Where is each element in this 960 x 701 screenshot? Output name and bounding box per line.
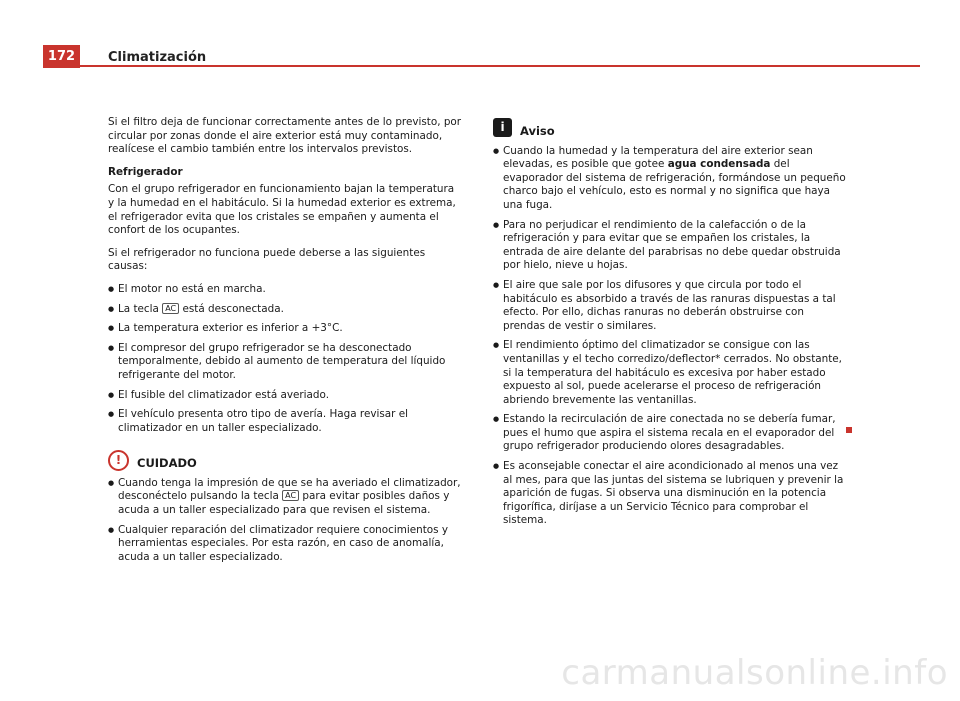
info-icon: i [493,118,512,137]
list-item-text: La tecla [118,302,159,315]
list-item-text: Cuando la humedad y la temperatura del aire exterior sean elevadas, es posible que gotee [503,144,813,171]
header-rule [80,65,920,67]
list-item [493,145,849,213]
list-item-text: del evaporador del sistema de refrigeración, formándose un pequeño charco bajo el vehículo, esto es normal y no significa que haya una fuga. [503,158,846,211]
list-item-text: Cuando tenga la impresión de que se ha averiado el climatizador, desconéctelo pulsando la tecla [118,476,461,503]
list-item: ● El fusible del climatizador está averiado. [108,389,462,403]
section-subheading: Refrigerador [108,165,183,178]
page-number: 172 [43,45,80,68]
causes-list [108,283,462,435]
list-item: ● El aire que sale por los difusores y que circula por todo el habitáculo es absorbido a través de las ranuras dispuestas a tal efecto. Por ello, dichas ranuras no deberán obstruirse con prendas de vestir o similares. [493,279,849,333]
notice-label: Aviso [520,124,555,138]
list-item-text: para evitar posibles daños y acuda a un taller especializado para que revisen el sistema. [118,490,450,517]
refrigerator-paragraph: Con el grupo refrigerador en funcionamiento bajan la temperatura y la humedad en el habitáculo. Si la humedad exterior es extrema, el refrigerador evita que los cristales se empañen y aumenta el confort de los ocupantes. [108,183,456,237]
list-item: ● La temperatura exterior es inferior a +3°C. [108,322,462,336]
list-item-text: está desconectada. [182,302,284,315]
list-item: ● El compresor del grupo refrigerador se ha desconectado temporalmente, debido al aumento de temperatura del líquido refrigerante del motor. [108,342,462,383]
ac-key-icon: AC [282,490,299,501]
intro-paragraph: Si el filtro deja de funcionar correctamente antes de lo previsto, por circular por zonas donde el aire exterior está muy contaminado, realícese el cambio también entre los intervalos previstos. [108,116,462,156]
watermark: carmanualsonline.info [561,653,948,693]
left-column [108,116,462,570]
list-item: ● El rendimiento óptimo del climatizador se consigue con las ventanillas y el techo corredizo/deflector* cerrados. No obstante, si la temperatura del habitáculo es excesiva por haber estado expuesto al sol, puede acelerarse el proceso de refrigeración abriendo brevemente las ventanillas. [493,339,849,407]
list-item [108,303,462,317]
right-column [493,117,849,534]
list-item: ● Es aconsejable conectar el aire acondicionado al menos una vez al mes, para que las juntas del sistema se lubriquen y prevenir la aparición de fugas. Si observa una disminución en la potencia frigorífica, diríjase a un Servicio Técnico para comprobar el sistema. [493,460,849,528]
caution-label: CUIDADO [137,456,197,471]
section-end-marker [846,427,852,433]
ac-key-icon: AC [162,303,179,314]
causes-intro: Si el refrigerador no funciona puede deberse a las siguientes causas: [108,246,426,273]
list-item [108,477,462,518]
warning-exclamation-icon: ! [108,450,129,471]
list-item: ● Estando la recirculación de aire conectada no se debería fumar, pues el humo que aspira el sistema recala en el evaporador del grupo refrigerador produciendo olores desagradables. [493,413,849,454]
notes-list [493,145,849,528]
notice-heading [493,117,849,139]
list-item: ● El motor no está en marcha. [108,283,462,297]
list-item: ● El vehículo presenta otro tipo de avería. Haga revisar el climatizador en un taller especializado. [108,408,462,435]
list-item: ● Cualquier reparación del climatizador requiere conocimientos y herramientas especiales. Por esta razón, en caso de anomalía, acuda a un taller especializado. [108,524,462,565]
caution-list [108,477,462,565]
page-title: Climatización [108,50,207,65]
emphasis-text: agua condensada [667,158,771,171]
caution-heading [108,449,462,471]
list-item: ● Para no perjudicar el rendimiento de la calefacción o de la refrigeración y para evitar que se empañen los cristales, la entrada de aire delante del parabrisas no debe quedar obstruida por hielo, nieve u hojas. [493,219,849,273]
